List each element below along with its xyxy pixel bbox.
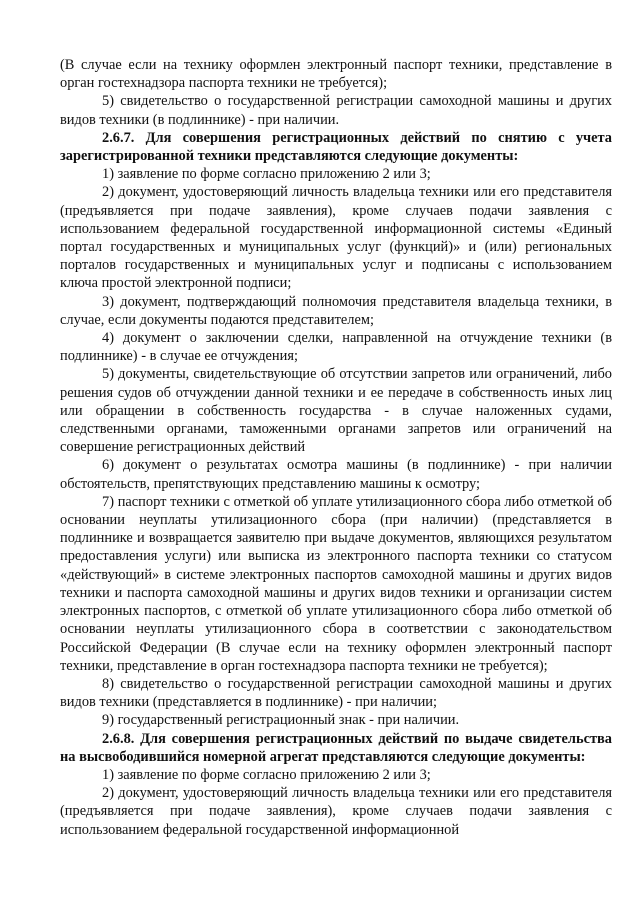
list-item: 1) заявление по форме согласно приложению 2 или 3;: [102, 766, 431, 783]
list-item: 6) документ о результатах осмотра машины (в подлиннике) - при наличии обстоятельств, препятствующих представлению машины к осмотру;: [60, 457, 612, 492]
list-item: 1) заявление по форме согласно приложению 2 или 3;: [102, 166, 431, 183]
document-page: [60, 56, 612, 839]
list-item: 7) паспорт техники с отметкой об уплате утилизационного сбора либо отметкой об основании неуплаты утилизационного сбора (при наличии) (представляется в подлиннике и возвращается заявителю при выдаче документов, являющихся результатом предоставления услуги) или выписка из электронного паспорта техники со статусом «действующий» в системе электронных паспортов самоходной машины и других видов техники и паспорта самоходной машины и других видов техники и организации систем электронных паспортов, с отметкой об уплате утилизационного сбора либо отметкой об основании неуплаты утилизационного сбора в соответствии с законодательством Российской Федерации (В случае если на технику оформлен электронный паспорт техники, представление в орган гостехнадзора паспорта техники не требуется);: [60, 493, 612, 674]
list-item: 8) свидетельство о государственной регистрации самоходной машины и других видов техники (представляется в подлиннике) - при наличии;: [60, 675, 612, 711]
list-item: 5) свидетельство о государственной регистрации самоходной машины и других видов техники (в подлиннике) - при наличии.: [60, 93, 612, 128]
list-item: 3) документ, подтверждающий полномочия представителя владельца техники, в случае, если документы подаются представителем;: [60, 293, 612, 328]
paragraph-continuation: (В случае если на технику оформлен электронный паспорт техники, представление в орган гостехнадзора паспорта техники не требуется);: [60, 57, 612, 92]
list-item: 5) документы, свидетельствующие об отсутствии запретов или ограничений, либо решения судов об отчуждении данной техники и ее передаче в собственность иных лиц или обращении в собственность государства - в случае наложенных судами, следственными органами, таможенными органами запретов или ограничений на совершение регистрационных действий: [60, 366, 612, 456]
list-item: 4) документ о заключении сделки, направленной на отчуждение техники (в подлиннике) - в случае ее отчуждения;: [60, 330, 612, 365]
list-item: 9) государственный регистрационный знак - при наличии.: [102, 712, 460, 729]
section-heading-2-6-8: 2.6.8. Для совершения регистрационных действий по выдаче свидетельства на высвободившийся номерной агрегат представляются следующие документы:: [60, 730, 612, 765]
list-item: 2) документ, удостоверяющий личность владельца техники или его представителя (предъявляется при подаче заявления), кроме случаев подачи заявления с использованием федеральной государственной информационной системы «Единый портал государственных и муниципальных услуг (функций)» и (или) региональных порталов государственных и муниципальных услуг и подписаны с использованием ключа простой электронной подписи;: [60, 184, 612, 292]
section-heading-2-6-7: 2.6.7. Для совершения регистрационных действий по снятию с учета зарегистрированной техники представляются следующие документы:: [60, 129, 612, 165]
list-item: 2) документ, удостоверяющий личность владельца техники или его представителя (предъявляется при подаче заявления), кроме случаев подачи заявления с использованием федеральной государственной информационной: [60, 785, 612, 838]
